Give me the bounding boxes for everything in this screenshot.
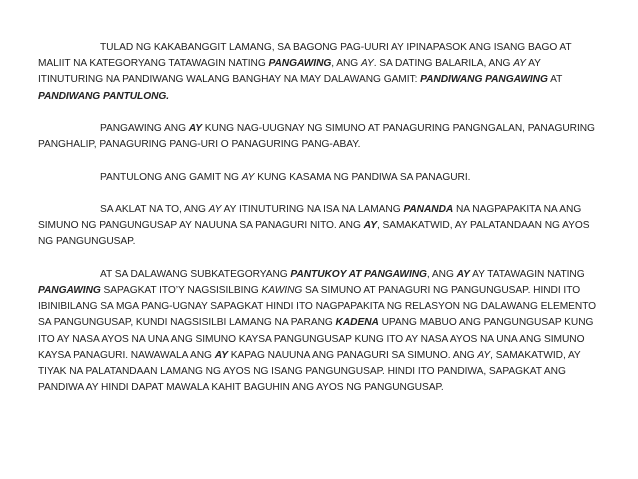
text-run-bold: AY bbox=[188, 123, 203, 134]
text-run-italic: AY bbox=[241, 171, 255, 183]
text-run: , SAMAKATWID, AY TIYAK NA PALATANDAAN LAMANG NG AYOS NG ISANG PANGUNGUSAP. HINDI ITO PANDIWA, SAPAGKAT ANG PANDIWA AY HINDI DAPAT MAWALA KAHIT BAGUHIN ANG AYOS NG PANGUNGUSAP. bbox=[38, 349, 581, 394]
text-run: , ANG bbox=[426, 268, 457, 280]
text-run-bold: PANGAWING bbox=[38, 284, 101, 296]
text-run: , SAMAKATWID, AY PALATANDAAN NG AYOS NG PANGUNGUSAP. bbox=[38, 220, 590, 248]
text-run: AY TATAWAGIN NATING bbox=[469, 268, 585, 280]
text-run-bold: PANGAWING bbox=[268, 58, 332, 70]
text-run-bold: PANTUKOY AT PANGAWING bbox=[290, 268, 427, 280]
text-run-bold: KADENA bbox=[335, 317, 379, 329]
text-run: SA SIMUNO AT PANAGURI NG PANGUNGUSAP. HINDI ITO IBINIBILANG SA MGA PANG-UGNAY SAPAGKAT HINDI ITO NAGPAPAKITA NG RELASYON NG DALAWANG ELEMENTO SA PANGUNGUSAP, KUNDI NAGSISILBI LAMANG NA PARANG bbox=[38, 284, 597, 329]
text-run-bold: PANDIWANG PANTULONG. bbox=[38, 90, 170, 102]
text-run-bold: AY bbox=[456, 268, 470, 280]
text-run-italic: AY bbox=[513, 58, 526, 70]
text-run: TULAD NG KAKABANGGIT LAMANG, SA BAGONG PAG-UURI AY IPINAPASOK ANG ISANG BAGO AT MALIIT NA KATEGORYANG TATAWAGIN NATING bbox=[38, 42, 572, 70]
text-run-bold: AY bbox=[363, 220, 377, 232]
text-run: PANTULONG ANG GAMIT NG bbox=[100, 171, 242, 183]
text-run-bold: PANANDA bbox=[403, 203, 454, 215]
text-run: NA NAGPAPAKITA NA ANG SIMUNO NG PANGUNGUSAP AY NAUUNA SA PANAGURI NITO. ANG bbox=[38, 203, 582, 232]
text-run: AY ITINUTURING NA ISA NA LAMANG bbox=[221, 203, 404, 215]
text-run: , ANG bbox=[331, 58, 361, 70]
text-run: AT bbox=[547, 74, 563, 86]
paragraph-aklat bbox=[38, 202, 602, 251]
text-run: . SA DATING BALARILA, ANG bbox=[373, 58, 514, 70]
text-run: KUNG NAG-UUGNAY NG SIMUNO AT PANAGURING PANGNGALAN, PANAGURING PANGHALIP, PANAGURING PANG-URI O PANAGURING PANG-ABAY. bbox=[38, 123, 595, 151]
text-run: UPANG MABUO ANG PANGUNGUSAP KUNG ITO AY NASA AYOS NA UNA ANG SIMUNO KAYSA PANGUNGUSAP KUNG ITO AY NASA AYOS NA UNA ANG SIMUNO KAYSA PANAGURI. NAWAWALA ANG bbox=[38, 317, 594, 361]
paragraph-subkategorya bbox=[38, 267, 602, 397]
paragraph-pantulong bbox=[38, 170, 602, 186]
text-run-italic: AY bbox=[360, 58, 374, 70]
text-run: PANGAWING ANG bbox=[100, 123, 189, 134]
paragraph-intro bbox=[38, 40, 602, 105]
text-run-bold: AY bbox=[214, 349, 228, 361]
body-text bbox=[38, 40, 602, 413]
text-run-bold: PANDIWANG PANGAWING bbox=[420, 74, 548, 86]
paragraph-pangawing bbox=[38, 121, 602, 153]
text-run: AT SA DALAWANG SUBKATEGORYANG bbox=[100, 268, 291, 280]
text-run: KUNG KASAMA NG PANDIWA SA PANAGURI. bbox=[254, 171, 471, 183]
text-run: AY ITINUTURING NA PANDIWANG WALANG BANGHAY NA MAY DALAWANG GAMIT: bbox=[38, 58, 541, 86]
text-run-italic: AY bbox=[208, 203, 222, 215]
text-run-italic: AY bbox=[477, 349, 491, 361]
text-run-italic: KAWING bbox=[261, 284, 303, 296]
text-run: KAPAG NAUUNA ANG PANAGURI SA SIMUNO. ANG bbox=[227, 349, 478, 361]
text-run: SA AKLAT NA TO, ANG bbox=[100, 203, 209, 215]
text-run: SAPAGKAT ITO’Y NAGSISILBING bbox=[100, 284, 262, 296]
